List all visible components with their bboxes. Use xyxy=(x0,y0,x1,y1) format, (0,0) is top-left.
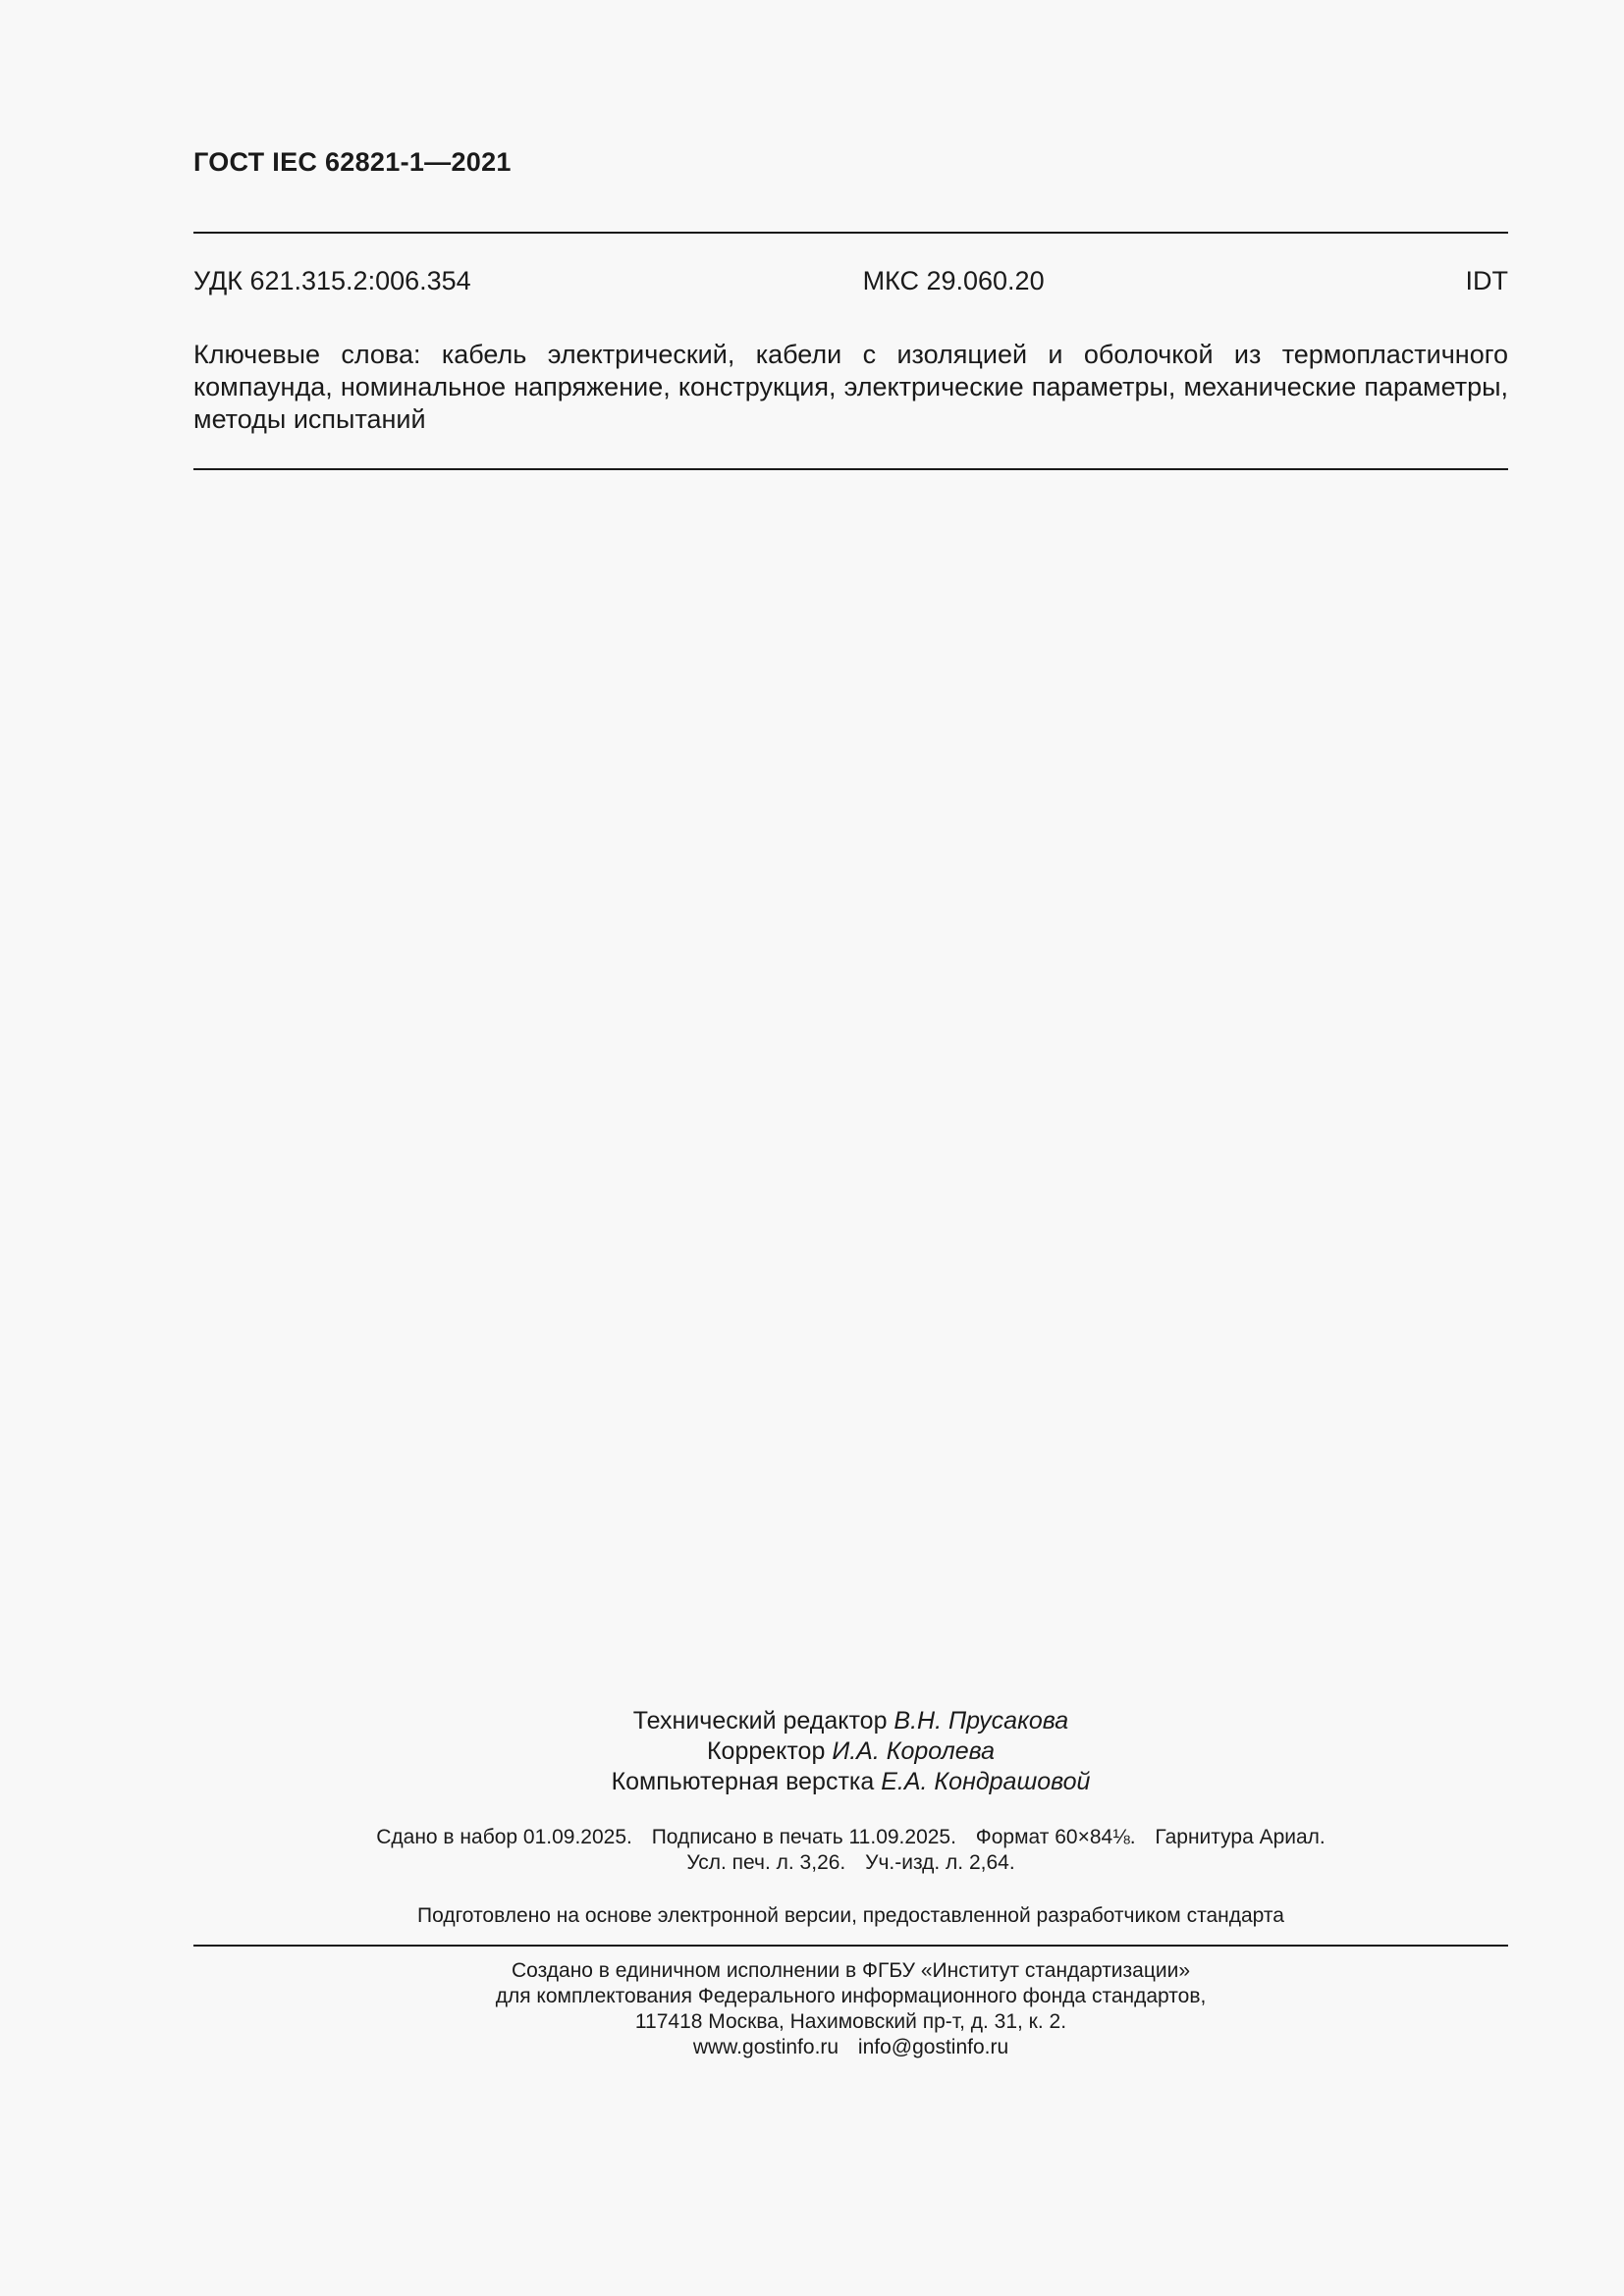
proofreader-role: Корректор xyxy=(706,1737,833,1765)
signed-date: Подписано в печать 11.09.2025. xyxy=(651,1826,956,1848)
publisher-footer xyxy=(0,1958,1624,2060)
mks-code: МКС 29.060.20 xyxy=(862,266,1045,295)
footer-contacts xyxy=(0,2035,1624,2060)
proofreader-name: И.А. Королева xyxy=(832,1737,996,1765)
credit-layout xyxy=(0,1767,1624,1797)
layout-name: Е.А. Кондрашовой xyxy=(881,1768,1091,1795)
credits-block xyxy=(0,1706,1624,1797)
printed-sheets: Усл. печ. л. 3,26. xyxy=(686,1851,846,1874)
classification-row xyxy=(193,266,1508,296)
editor-role: Технический редактор xyxy=(632,1707,894,1735)
footer-line-2: для комплектования Федерального информационного фонда стандартов, xyxy=(495,1985,1207,2007)
divider-keywords xyxy=(193,468,1508,470)
idt-code: IDT xyxy=(1465,266,1508,295)
website-link[interactable]: www.gostinfo.ru xyxy=(692,2036,839,2058)
footer-address: 117418 Москва, Нахимовский пр-т, д. 31, к. 2. xyxy=(634,2010,1067,2033)
footer-line-1: Создано в единичном исполнении в ФГБУ «Институт стандартизации» xyxy=(511,1959,1191,1982)
credit-proofreader xyxy=(0,1736,1624,1767)
udk-code: УДК 621.315.2:006.354 xyxy=(193,266,471,295)
keywords-paragraph: Ключевые слова: кабель электрический, кабели с изоляцией и оболочкой из термопластичного компаунда, номинальное напряжение, конструкция, электрические параметры, механические параметры, методы испытаний xyxy=(193,340,1508,434)
prepared-note: Подготовлено на основе электронной версии, предоставленной разработчиком стандарта xyxy=(417,1904,1284,1927)
publication-sheets: Уч.-изд. л. 2,64. xyxy=(865,1851,1015,1874)
standard-id: ГОСТ IEC 62821-1—2021 xyxy=(193,147,512,177)
typeface: Гарнитура Ариал. xyxy=(1155,1826,1326,1848)
print-info-line-2 xyxy=(0,1850,1624,1876)
divider-bottom xyxy=(193,1945,1508,1947)
print-info-block xyxy=(0,1825,1624,1876)
layout-role: Компьютерная верстка xyxy=(611,1768,882,1795)
editor-name: В.Н. Прусакова xyxy=(893,1707,1069,1735)
credit-editor xyxy=(0,1706,1624,1736)
divider-top xyxy=(193,232,1508,234)
print-info-line-1 xyxy=(0,1825,1624,1850)
print-format: Формат 60×84⅛. xyxy=(975,1826,1136,1848)
submitted-date: Сдано в набор 01.09.2025. xyxy=(376,1826,632,1848)
email-link[interactable]: info@gostinfo.ru xyxy=(857,2036,1009,2058)
